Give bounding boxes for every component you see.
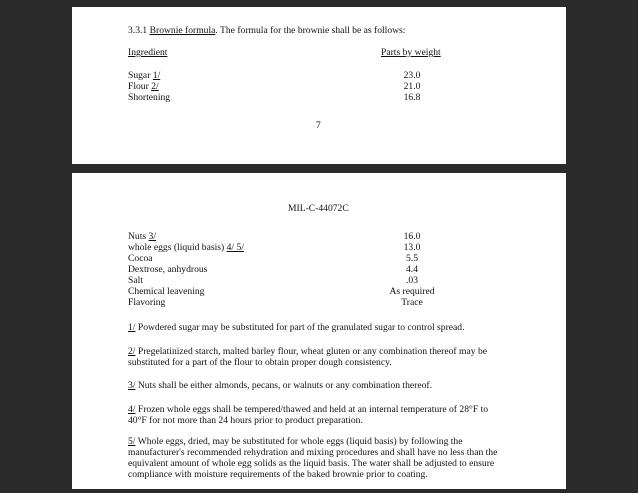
document-page-2 [72,173,566,489]
section-text: . The formula for the brownie shall be as follows: [215,25,406,36]
ingredient-value: As required [389,286,435,297]
ingredient-name: Sugar 1/ [128,70,161,81]
page-number: 7 [316,120,321,131]
ingredient-value: 5.5 [406,253,418,264]
ingredient-name: Shortening [128,92,171,103]
section-heading [128,25,405,36]
section-title: Brownie formula [149,25,216,36]
ingredient-value: 21.0 [403,81,421,92]
document-page-1 [72,7,566,164]
footnote: 5/ Whole eggs, dried, may be substituted for whole eggs (liquid basis) by following the manufacturer's recommended rehydration and mixing procedures and shall have no less than the equivalent amount of whole egg solids as the liquid basis. The water shall be adjusted to ensure compliance with moisture requirements of the baked brownie prior to coating. [128,436,498,480]
ingredient-value: 23.0 [403,70,421,81]
ingredient-name: Chemical leavening [128,286,205,297]
column-header-ingredient: Ingredient [128,47,168,58]
ingredient-value: 16.8 [403,92,421,103]
ingredient-value: Trace [401,297,423,308]
footnote: 2/ Pregelatinized starch, malted barley flour, wheat gluten or any combination thereof may be substituted for a part of the flour to obtain proper dough consistency. [128,346,487,368]
ingredient-value: 16.0 [403,231,421,242]
ingredient-name: Flavoring [128,297,166,308]
ingredient-value: 13.0 [403,242,421,253]
ingredient-name: Salt [128,275,143,286]
column-header-parts: Parts by weight [381,47,441,58]
ingredient-value: .03 [406,275,418,286]
ingredient-name: Flour 2/ [128,81,159,92]
ingredient-value: 4.4 [406,264,418,275]
footnote: 3/ Nuts shall be either almonds, pecans, or walnuts or any combination thereof. [128,380,432,391]
ingredient-name: Cocoa [128,253,153,264]
section-number: 3.3.1 [128,25,148,36]
document-id: MIL-C-44072C [288,203,349,214]
ingredient-name: Nuts 3/ [128,231,156,242]
ingredient-name: Dextrose, anhydrous [128,264,208,275]
footnote: 4/ Frozen whole eggs shall be tempered/thawed and held at an internal temperature of 28°F to 40°F for not more than 24 hours prior to product preparation. [128,404,489,426]
ingredient-name: whole eggs (liquid basis) 4/ 5/ [128,242,244,253]
footnote: 1/ Powdered sugar may be substituted for part of the granulated sugar to control spread. [128,322,465,333]
